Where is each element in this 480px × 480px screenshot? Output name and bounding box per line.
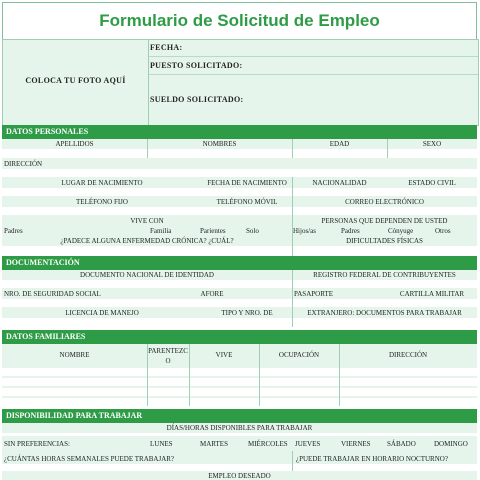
apellidos-input-row[interactable] [2, 149, 477, 158]
divider [149, 56, 478, 57]
divider [292, 451, 293, 471]
enfermedad-label: ¿PADECE ALGUNA ENFERMEDAD CRÓNICA? ¿CUÁL? [60, 237, 234, 245]
direccion-label: DIRECCIÓN [4, 160, 43, 168]
section-title: DATOS PERSONALES [6, 127, 89, 136]
extranjero-label: EXTRANJERO: DOCUMENTOS PARA TRABAJAR [307, 309, 462, 317]
dni-label: DOCUMENTO NACIONAL DE IDENTIDAD [80, 271, 214, 279]
direccion-input[interactable] [2, 169, 477, 177]
vive-familia-option[interactable]: Familia [150, 227, 172, 235]
seguridad-social-label: NRO. DE SEGURIDAD SOCIAL [4, 290, 101, 298]
apellidos-label: APELLIDOS [55, 140, 94, 148]
fecha-field[interactable]: FECHA: [150, 43, 183, 52]
estado-civil-label: ESTADO CIVIL [408, 179, 456, 187]
telefono-movil-label: TELÉFONO MÓVIL [216, 198, 278, 206]
cartilla-label: CARTILLA MILITAR [399, 290, 465, 298]
vive-parientes-option[interactable]: Parientes [200, 227, 226, 235]
domingo-option[interactable]: DOMINGO [434, 440, 468, 448]
rfc-label: REGISTRO FEDERAL DE CONTRIBUYENTES [313, 271, 456, 279]
sexo-label: SEXO [422, 140, 442, 148]
familiar-row-3[interactable] [2, 388, 477, 396]
title-bar [2, 2, 477, 40]
section-header-disponibilidad [2, 409, 477, 423]
correo-label: CORREO ELECTRÓNICO [345, 198, 424, 206]
divider [2, 433, 477, 436]
vive-con-label: VIVE CON [130, 217, 164, 225]
datos-familiares-section [2, 344, 477, 406]
sueldo-field[interactable]: SUELDO SOLICITADO: [150, 95, 244, 104]
viernes-option[interactable]: VIERNES [341, 440, 371, 448]
edad-label: EDAD [329, 140, 350, 148]
dificultades-label: DIFICULTADES FÍSICAS [346, 237, 423, 245]
dependen-label: PERSONAS QUE DEPENDEN DE USTED [321, 217, 448, 225]
fam-vive-header: VIVE [215, 351, 233, 359]
lugar-nacimiento-label: LUGAR DE NACIMIENTO [61, 179, 143, 187]
divider [292, 177, 293, 256]
dep-padres-option[interactable]: Padres [341, 227, 360, 235]
divider [147, 139, 148, 158]
photo-placeholder[interactable] [3, 40, 149, 125]
sin-preferencias-option[interactable]: SIN PREFERENCIAS: [4, 440, 70, 448]
header-section [2, 39, 479, 126]
lunes-option[interactable]: LUNES [150, 440, 173, 448]
divider [292, 139, 293, 158]
divider [387, 139, 388, 158]
divider [149, 74, 478, 75]
fam-parentezco-header: PARENTEZCO [148, 347, 188, 365]
afore-label: AFORE [200, 290, 224, 298]
nocturno-label: ¿PUEDE TRABAJAR EN HORARIO NOCTURNO? [296, 455, 448, 463]
pasaporte-label: PASAPORTE [294, 290, 334, 298]
divider [292, 270, 293, 327]
horas-input-row[interactable] [2, 464, 477, 471]
section-header-documentacion [2, 256, 477, 270]
dep-hijos-option[interactable]: Hijos/as [293, 227, 316, 235]
datos-personales-section [2, 139, 477, 256]
empleo-deseado-label: EMPLEO DESEADO [208, 472, 271, 480]
divider [339, 344, 340, 406]
fam-direccion-header: DIRECCIÓN [388, 351, 428, 359]
section-header-datos-familiares [2, 330, 477, 344]
section-header-datos-personales [2, 125, 477, 139]
seguridad-input-row[interactable] [2, 299, 477, 307]
sabado-option[interactable]: SÁBADO [387, 440, 416, 448]
disponibilidad-section [2, 423, 477, 480]
dep-conyuge-option[interactable]: Cónyuge [388, 227, 414, 235]
familiar-row-4[interactable] [2, 398, 477, 406]
fecha-nacimiento-label: FECHA DE NACIMIENTO [207, 179, 287, 187]
form-title: Formulario de Solicitud de Empleo [99, 11, 380, 30]
dep-otros-option[interactable]: Otros [435, 227, 451, 235]
documentacion-section [2, 270, 477, 327]
nacimiento-input-row[interactable] [2, 188, 477, 196]
fam-nombre-header: NOMBRE [59, 351, 90, 359]
divider [147, 344, 148, 406]
nacionalidad-label: NACIONALIDAD [312, 179, 367, 187]
divider [259, 344, 260, 406]
licencia-input-row[interactable] [2, 318, 477, 327]
horas-semanales-label: ¿CUÁNTAS HORAS SEMANALES PUEDE TRABAJAR? [4, 455, 175, 463]
vive-solo-option[interactable]: Solo [246, 227, 259, 235]
telefono-input-row[interactable] [2, 207, 477, 215]
puesto-field[interactable]: PUESTO SOLICITADO: [150, 61, 243, 70]
section-title: DOCUMENTACIÓN [6, 258, 80, 267]
miercoles-option[interactable]: MIÉRCOLES [248, 440, 288, 448]
martes-option[interactable]: MARTES [200, 440, 228, 448]
jueves-option[interactable]: JUEVES [295, 440, 321, 448]
dias-disponibles-label: DÍAS/HORAS DISPONIBLES PARA TRABAJAR [166, 424, 313, 432]
section-title: DISPONIBILIDAD PARA TRABAJAR [6, 411, 143, 420]
telefono-fijo-label: TELÉFONO FIJO [76, 198, 128, 206]
familiar-row-1[interactable] [2, 368, 477, 376]
nombres-label: NOMBRES [202, 140, 237, 148]
licencia-label: LICENCIA DE MANEJO [65, 309, 139, 317]
section-title: DATOS FAMILIARES [6, 332, 86, 341]
fam-ocupacion-header: OCUPACIÓN [278, 351, 320, 359]
salud-input-row[interactable] [2, 246, 477, 256]
divider [189, 344, 190, 406]
vive-padres-option[interactable]: Padres [4, 227, 23, 235]
dni-input-row[interactable] [2, 280, 477, 288]
tipo-nro-label: TIPO Y NRO. DE [221, 309, 273, 317]
familiar-row-2[interactable] [2, 378, 477, 386]
photo-label: COLOCA TU FOTO AQUÍ [25, 76, 126, 85]
